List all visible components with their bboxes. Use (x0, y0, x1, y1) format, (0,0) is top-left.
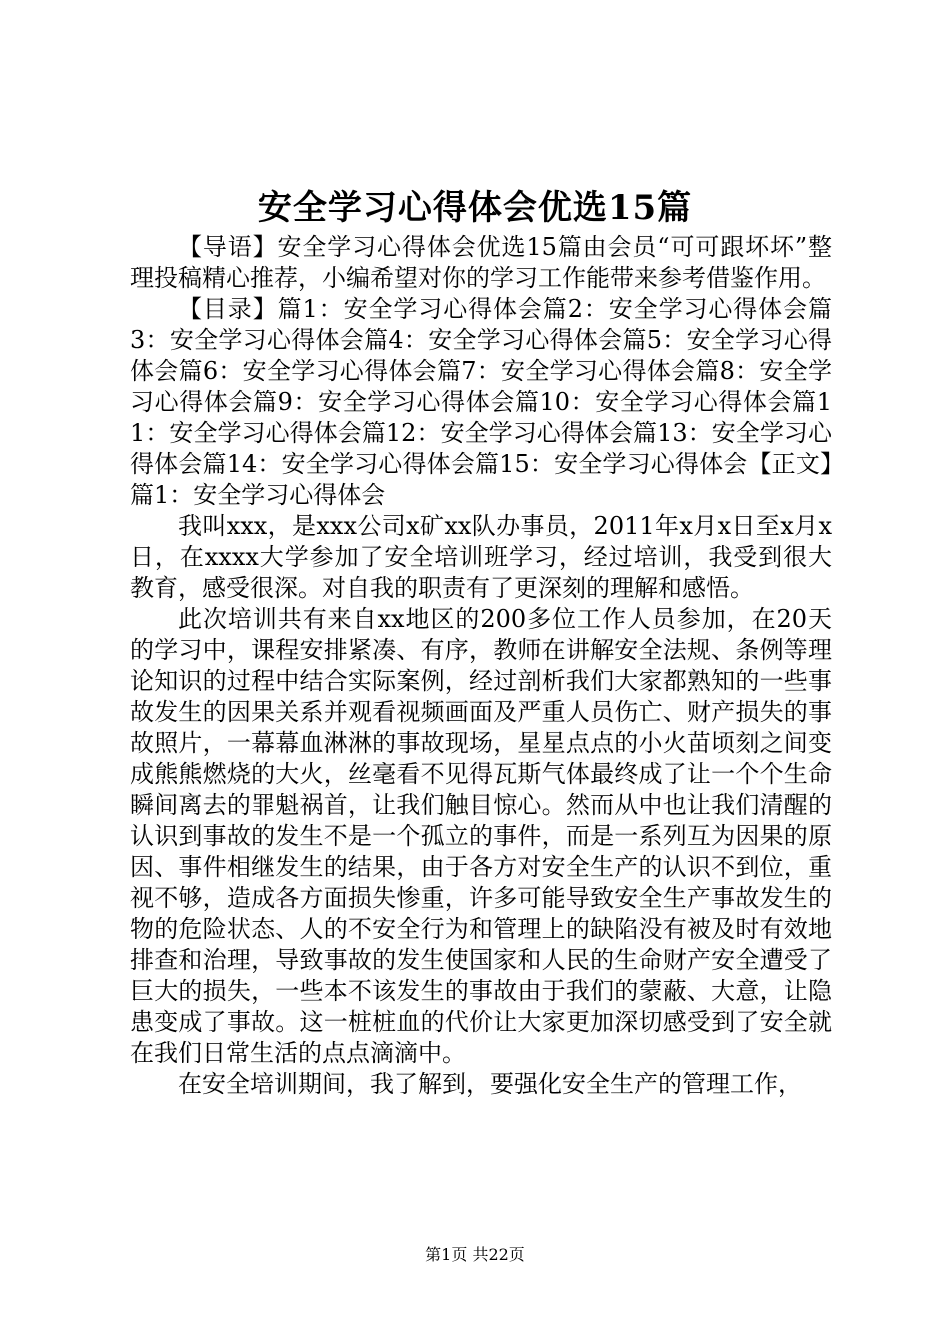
body-paragraph: 我叫xxx，是xxx公司x矿xx队办事员，2011年x月x日至x月x日，在xxxx大学参加了安全培训班学习，经过培训，我受到很大教育，感受很深。对自我的职责有了更深刻的理解和感悟。 (130, 512, 832, 602)
body-paragraph: 在安全培训期间，我了解到，要强化安全生产的管理工作， (178, 1070, 802, 1098)
page-number-footer: 第1页 共22页 (425, 1245, 525, 1264)
document-title: 安全学习心得体会优选15篇 (257, 188, 693, 228)
intro-paragraph: 【导语】安全学习心得体会优选15篇由会员“可可跟坏坏”整理投稿精心推荐，小编希望对你的学习工作能带来参考借鉴作用。 (130, 233, 832, 292)
body-paragraph: 此次培训共有来自xx地区的200多位工作人员参加，在20天的学习中，课程安排紧凑、有序，教师在讲解安全法规、条例等理论知识的过程中结合实际案例，经过剖析我们大家都熟知的一些事故发生的因果关系并观看视频画面及严重人员伤亡、财产损失的事故照片，一幕幕血淋淋的事故现场，星星点点的小火苗顷刻之间变成熊熊燃烧的大火，丝毫看不见得瓦斯气体最终成了让一个个生命瞬间离去的罪魁祸首，让我们触目惊心。然而从中也让我们清醒的认识到事故的发生不是一个孤立的事件，而是一系列互为因果的原因、事件相继发生的结果，由于各方对安全生产的认识不到位，重视不够，造成各方面损失惨重，许多可能导致安全生产事故发生的物的危险状态、人的不安全行为和管理上的缺陷没有被及时有效地排查和治理，导致事故的发生使国家和人民的生命财产安全遭受了巨大的损失，一些本不该发生的事故由于我们的蒙蔽、大意，让隐患变成了事故。这一桩桩血的代价让大家更加深切感受到了安全就在我们日常生活的点点滴滴中。 (130, 605, 832, 1067)
contents-paragraph: 【目录】篇1：安全学习心得体会篇2：安全学习心得体会篇3：安全学习心得体会篇4：安全学习心得体会篇5：安全学习心得体会篇6：安全学习心得体会篇7：安全学习心得体会篇8：安全学习心得体会篇9：安全学习心得体会篇10：安全学习心得体会篇11：安全学习心得体会篇12：安全学习心得体会篇13：安全学习心得体会篇14：安全学习心得体会篇15：安全学习心得体会【正文】篇1：安全学习心得体会 (130, 295, 832, 509)
document-body (130, 232, 832, 1100)
